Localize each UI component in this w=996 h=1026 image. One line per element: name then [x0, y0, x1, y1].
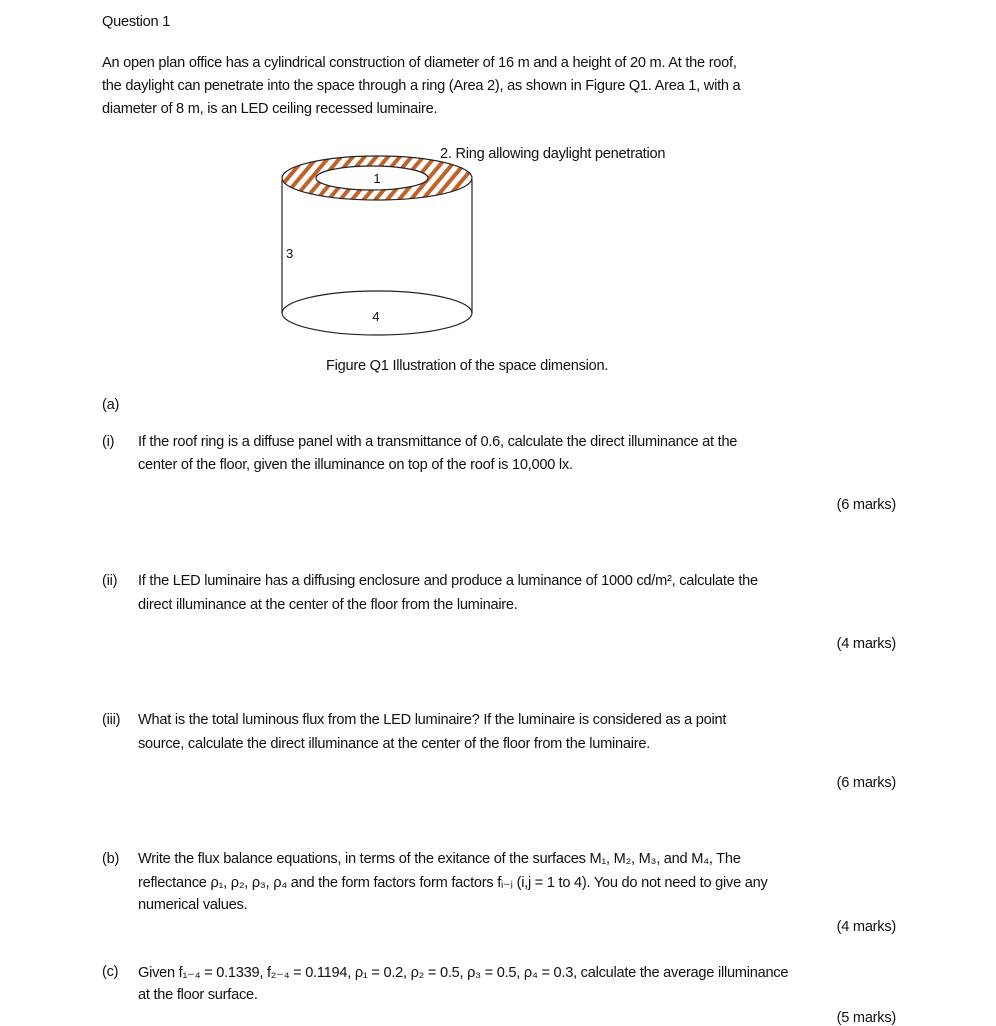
question-line: direct illuminance at the center of the floor from the luminaire.: [138, 597, 518, 613]
area-1-label: 1: [373, 171, 381, 186]
area-4-label: 4: [372, 309, 380, 324]
item-number: (i): [102, 434, 115, 450]
question-line: reflectance ρ₁, ρ₂, ρ₃, ρ₄ and the form factors form factors fᵢ₋ⱼ (i,j = 1 to 4). You do not need to give any: [138, 875, 768, 891]
cylinder-diagram: [0, 0, 996, 360]
figure-caption: Figure Q1 Illustration of the space dimension.: [326, 358, 609, 374]
intro-line: diameter of 8 m, is an LED ceiling recessed luminaire.: [102, 101, 438, 117]
intro-line: the daylight can penetrate into the space through a ring (Area 2), as shown in Figure Q1. Area 1, with a: [102, 78, 741, 94]
item-number: (c): [102, 964, 119, 980]
question-heading: Question 1: [102, 14, 171, 30]
item-number: (ii): [102, 573, 118, 589]
question-line: What is the total luminous flux from the LED luminaire? If the luminaire is considered as a point: [138, 712, 727, 728]
question-line: source, calculate the direct illuminance at the center of the floor from the luminaire.: [138, 736, 650, 752]
question-line: If the LED luminaire has a diffusing enclosure and produce a luminance of 1000 cd/m², calculate the: [138, 573, 758, 589]
marks: (4 marks): [836, 919, 896, 935]
marks: (5 marks): [836, 1010, 896, 1026]
intro-line: An open plan office has a cylindrical construction of diameter of 16 m and a height of 20 m. At the roof,: [102, 55, 737, 71]
item-number: (b): [102, 851, 120, 867]
question-line: If the roof ring is a diffuse panel with a transmittance of 0.6, calculate the direct illuminance at the: [138, 434, 738, 450]
ring-label: 2. Ring allowing daylight penetration: [440, 146, 666, 162]
question-line: numerical values.: [138, 897, 248, 913]
marks: (6 marks): [836, 497, 896, 513]
marks: (4 marks): [836, 636, 896, 652]
part-a-label: (a): [102, 397, 120, 413]
marks: (6 marks): [836, 775, 896, 791]
question-line: center of the floor, given the illuminance on top of the roof is 10,000 lx.: [138, 457, 573, 473]
luminaire-area-1: [316, 166, 428, 190]
area-3-label: 3: [286, 246, 294, 261]
item-number: (iii): [102, 712, 121, 728]
question-line: Given f₁₋₄ = 0.1339, f₂₋₄ = 0.1194, ρ₁ = 0.2, ρ₂ = 0.5, ρ₃ = 0.5, ρ₄ = 0.3, calculate the average illuminance: [138, 965, 789, 981]
question-line: Write the flux balance equations, in terms of the exitance of the surfaces M₁, M₂, M₃, and M₄, The: [138, 851, 741, 867]
question-line: at the floor surface.: [138, 987, 258, 1003]
